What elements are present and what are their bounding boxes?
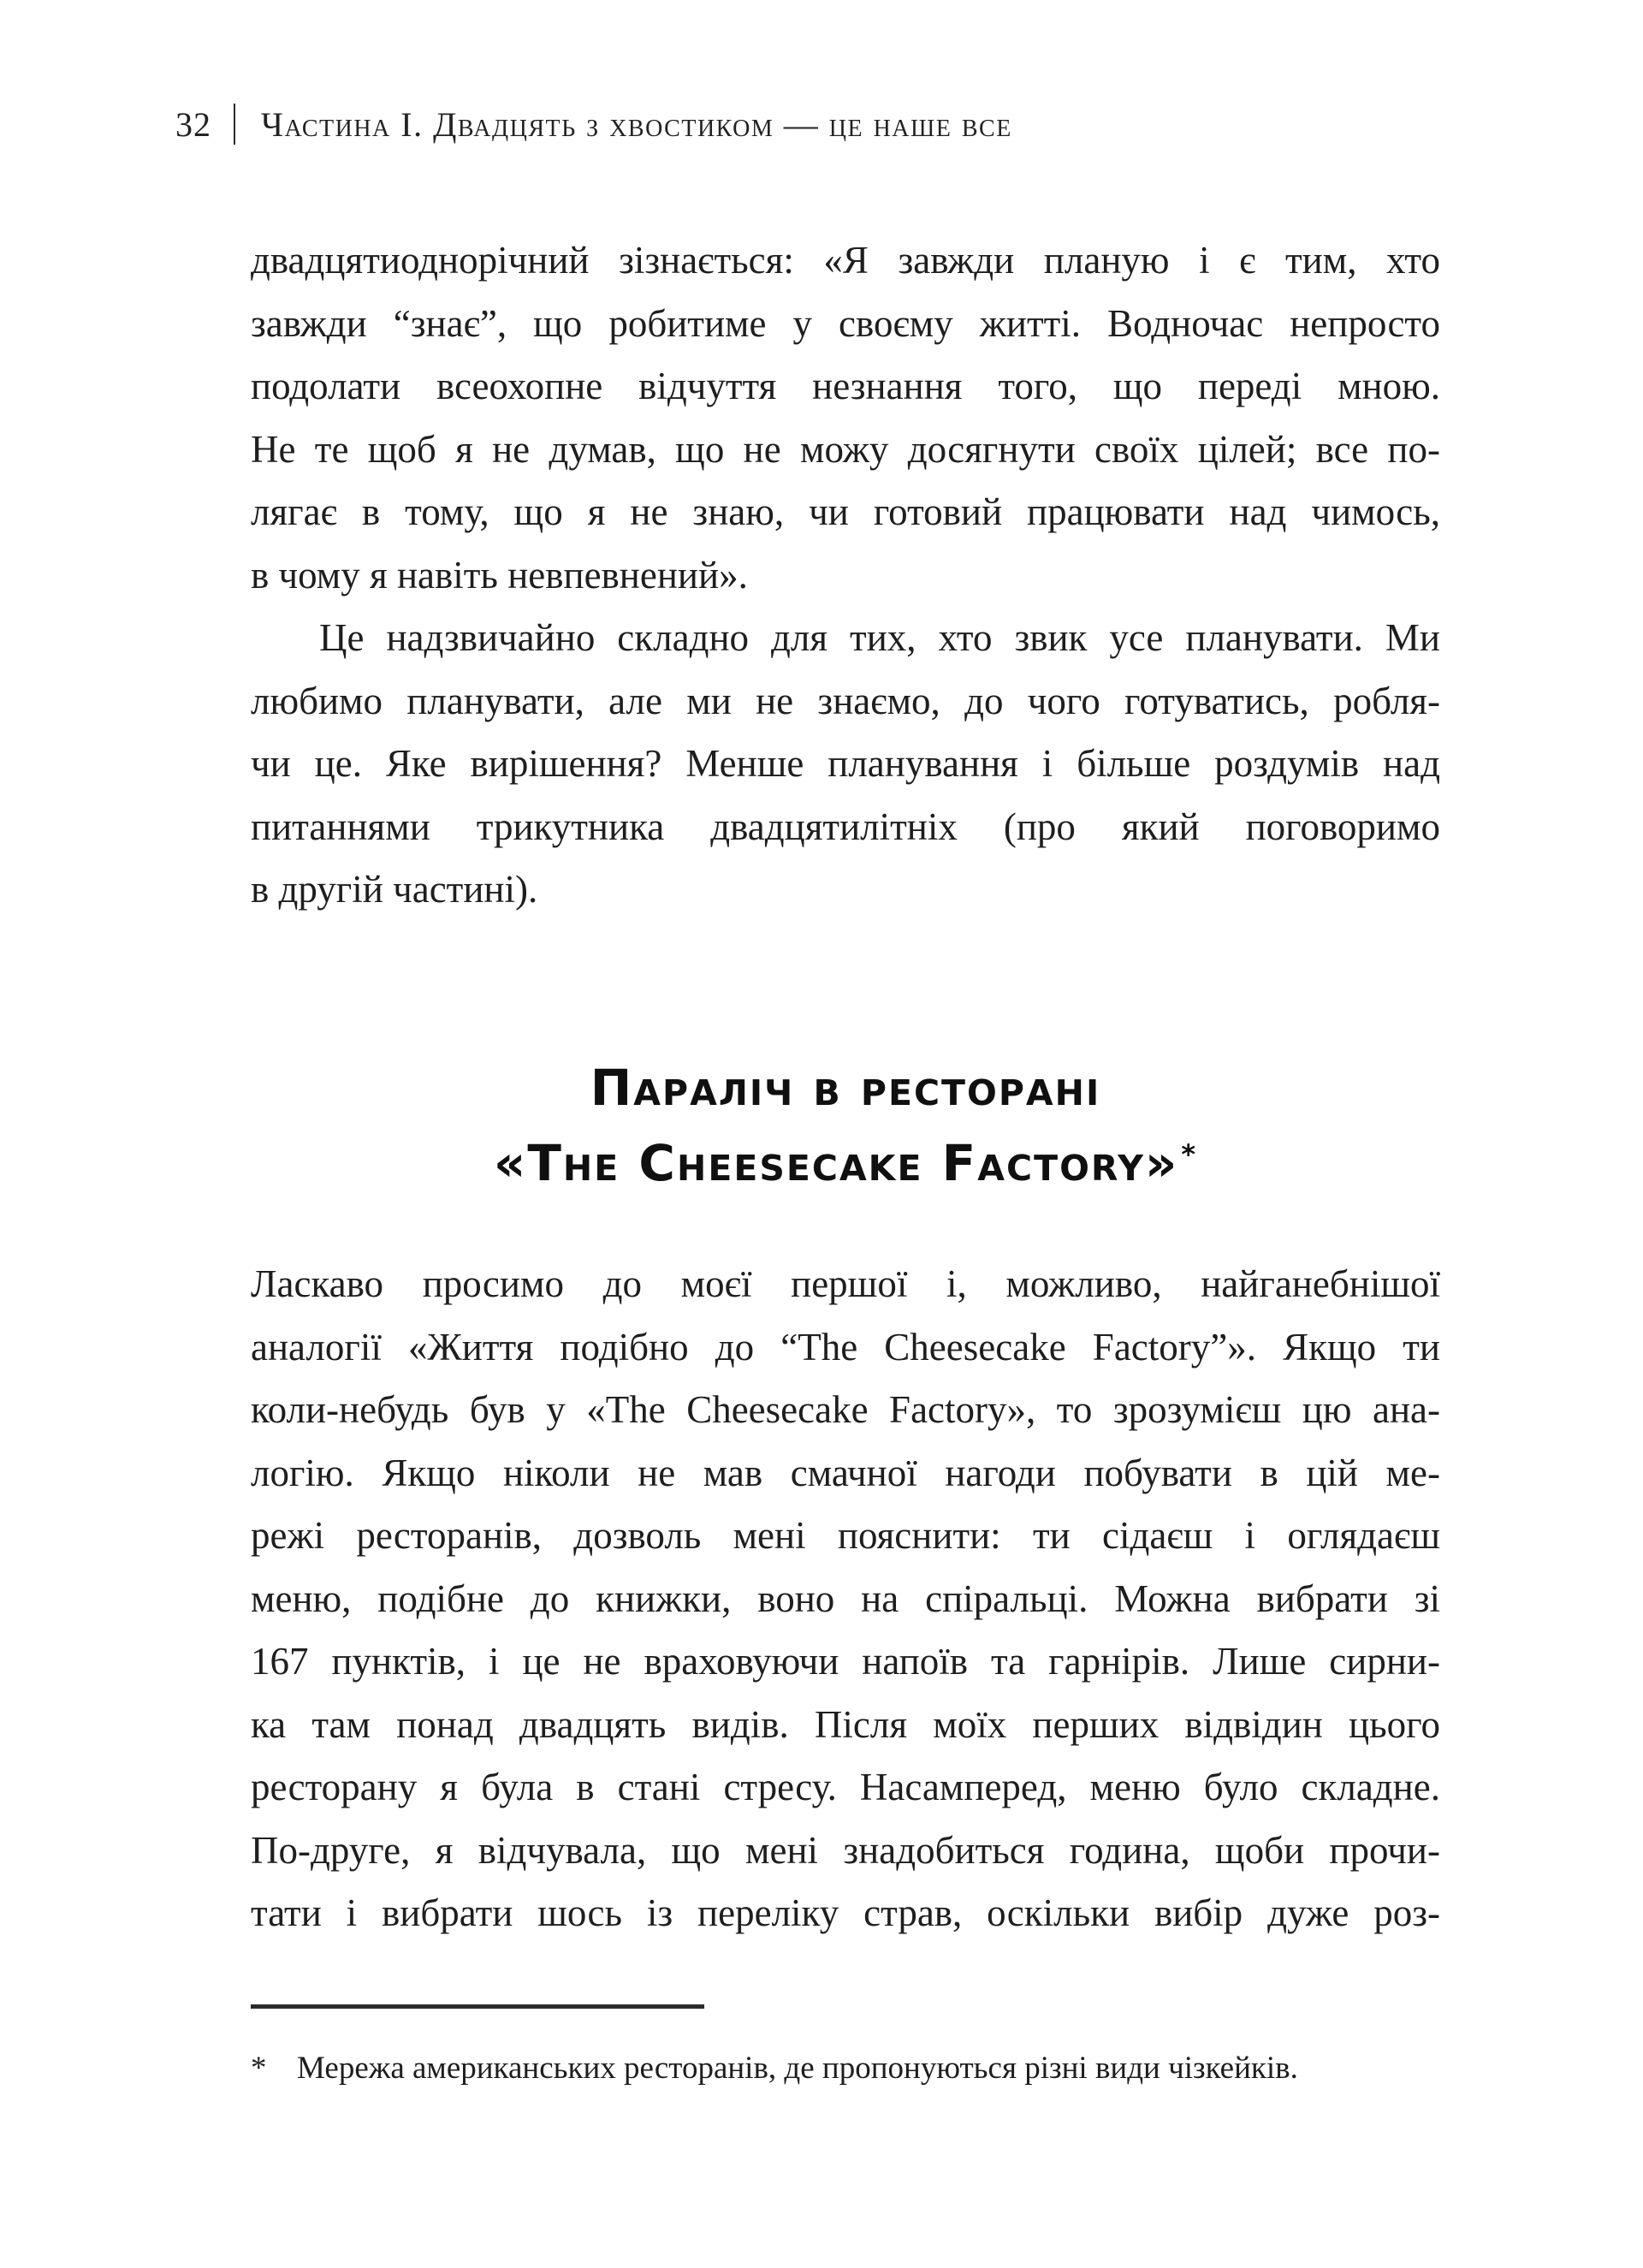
- text-line: Ласкаво просимо до моєї першої і, можливо, найганебнішої: [251, 1262, 1440, 1305]
- paragraph: [251, 229, 1440, 607]
- footnote-text: Мережа американських ресторанів, де пропонуються різні види чізкейків.: [297, 2051, 1298, 2086]
- section-heading-line-2: «The Cheesecake Factory»: [493, 1134, 1179, 1193]
- text-line: Не те щоб я не думав, що не можу досягнути своїх цілей; все по-: [251, 427, 1440, 471]
- intro-paragraphs: [251, 229, 1440, 922]
- chapter-title: Частина I. Двадцять з хвостиком — це наше все: [261, 104, 1012, 144]
- text-line: в другій частині).: [251, 868, 538, 911]
- footnote: [251, 2047, 1440, 2090]
- footnote-marker: *: [251, 2051, 267, 2086]
- text-line: тати і вибрати шось із переліку страв, оскільки вибір дуже роз-: [251, 1891, 1440, 1934]
- text-line: ка там понад двадцять видів. Після моїх перших відвідин цього: [251, 1702, 1440, 1746]
- text-line: подолати всеохопне відчуття незнання того, що переді мною.: [251, 365, 1440, 407]
- text-line: в чому я навіть невпевнений».: [251, 553, 748, 597]
- text-line: коли-небудь був у «The Cheesecake Factory», то зрозумієш цю ана-: [251, 1388, 1440, 1431]
- text-line: 167 пунктів, і це не враховуючи напоїв та гарнірів. Лише сирни-: [251, 1640, 1440, 1683]
- section-heading-line-2-wrap: [251, 1121, 1440, 1196]
- page-number: 32: [175, 104, 211, 144]
- text-line: ресторану я була в стані стресу. Насамперед, меню було складне.: [251, 1766, 1440, 1808]
- paragraph: [251, 1253, 1440, 1945]
- section-heading-line-1: Параліч в ресторані: [590, 1059, 1101, 1117]
- paragraph: [251, 607, 1440, 922]
- text-line: лягає в тому, що я не знаю, чи готовий працювати над чимось,: [251, 490, 1440, 533]
- text-line: чи це. Яке вирішення? Менше планування і більше роздумів над: [251, 742, 1440, 785]
- header-divider: [234, 104, 235, 145]
- footnote-reference-asterisk: *: [1181, 1138, 1198, 1171]
- section-heading: [251, 1054, 1440, 1196]
- text-line: режі ресторанів, дозволь мені пояснити: ти сідаєш і оглядаєш: [251, 1514, 1440, 1557]
- footnote-divider: [251, 2004, 704, 2009]
- text-line: любимо планувати, але ми не знаємо, до чого готуватись, робля-: [251, 679, 1440, 722]
- text-line: По-друге, я відчувала, що мені знадобиться година, щоби прочи-: [251, 1828, 1440, 1872]
- text-line: аналогії «Життя подібно до “The Cheesecake Factory”». Якщо ти: [251, 1325, 1440, 1369]
- running-head: [175, 101, 1012, 147]
- text-line: питаннями трикутника двадцятилітніх (про який поговоримо: [251, 804, 1440, 848]
- text-line: завжди “знає”, що робитиме у своєму житті. Водночас непросто: [251, 301, 1440, 345]
- section-paragraphs: [251, 1253, 1440, 1945]
- text-line: двадцятиоднорічний зізнається: «Я завжди планую і є тим, хто: [251, 239, 1440, 282]
- text-line: Це надзвичайно складно для тих, хто звик усе планувати. Ми: [319, 616, 1440, 659]
- text-line: логію. Якщо ніколи не мав смачної нагоди побувати в цій ме-: [251, 1451, 1440, 1494]
- text-line: меню, подібне до книжки, воно на спіральці. Можна вибрати зі: [251, 1576, 1440, 1620]
